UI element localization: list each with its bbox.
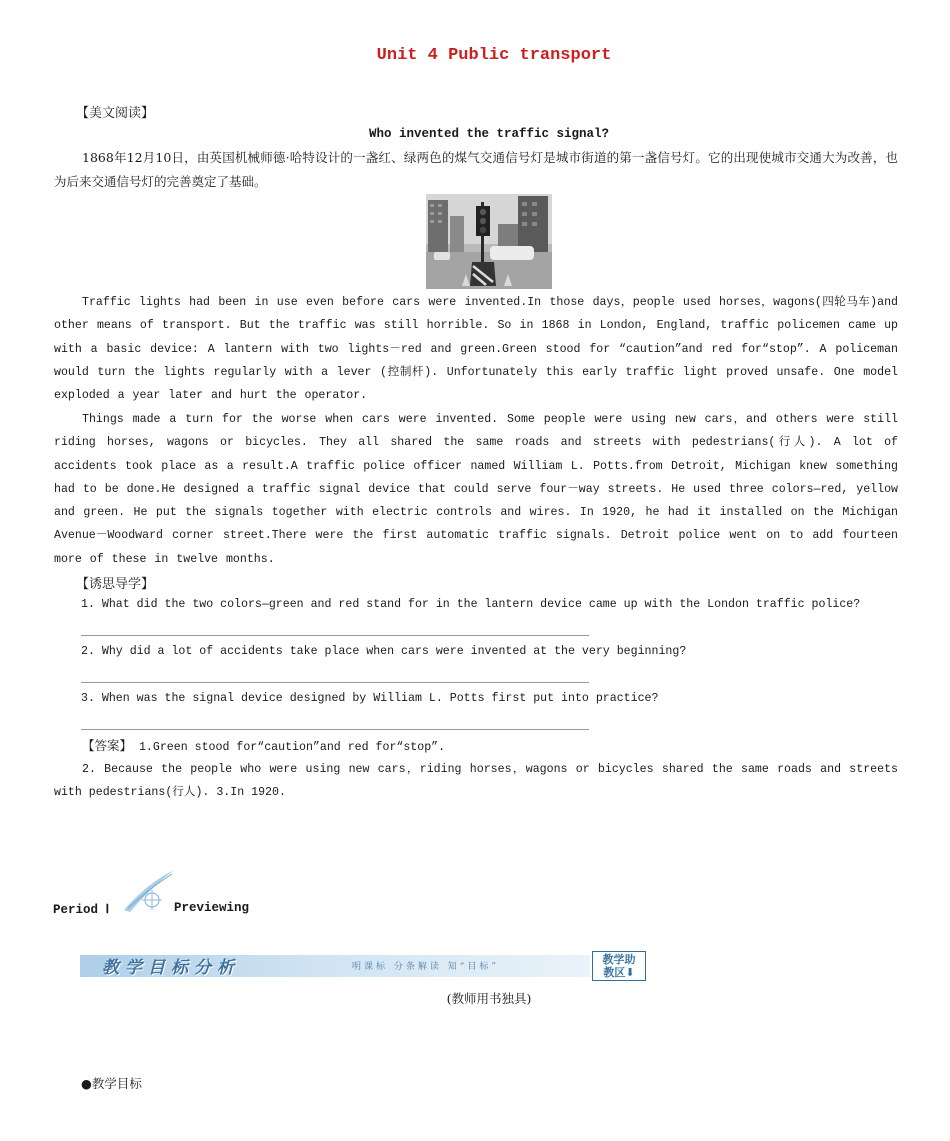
answer-label: 【答案】 <box>82 738 133 753</box>
unit-title: Unit 4 Public transport <box>376 46 612 65</box>
answer-line-2[interactable] <box>81 682 589 683</box>
question-3: 3. When was the signal device designed by William L. Potts first put into practice? <box>81 692 659 705</box>
answer-block <box>54 734 898 759</box>
intro-paragraph-cn: 1868年12月10日，由英国机械师德·哈特设计的一盏红、绿两色的煤气交通信号灯是城市街道的第一盏信号灯。它的出现使城市交通大为改善，也为后来交通信号灯的完善奠定了基础。 <box>54 150 898 189</box>
question-1: 1. What did the two colors—green and red stand for in the lantern device came up with the London traffic police? <box>81 598 861 611</box>
teacher-note: (教师用书独具) <box>446 991 532 1006</box>
teaching-goal-banner <box>80 951 646 981</box>
answer-line-text-1: 1.Green stood for“caution”and red for“stop”. <box>132 741 446 754</box>
banner-title: 教学目标分析 <box>102 958 240 978</box>
goal-heading: ●教学目标 <box>81 1076 142 1091</box>
period-decoration-icon <box>118 866 178 916</box>
reading-title: Who invented the traffic signal? <box>368 127 610 141</box>
paragraph-2: Things made a turn for the worse when cars were invented. Some people were using new cars，and others were still riding horses, wagons or bicycles. They all shared the same roads and streets with pedestrians(行人). A lot of accidents took place as a result.A traffic police officer named William L. Potts.from Detroit, Michigan knew something had to be done.He designed a traffic signal device that could serve four－way streets. He used three colors—red, yellow and green. He put the signals together with electric controls and wires. In 1920, he had it installed on the Michigan Avenue－Woodward corner street.There were the first automatic traffic signals. Detroit police went on to add fourteen more of these in twelve months. <box>54 413 898 566</box>
answer-block-2: 2. Because the people who were using new cars，riding horses，wagons or bicycles shared the same roads and streets with pedestrians(行人). 3.In 1920. <box>54 763 898 800</box>
paragraph-1: Traffic lights had been in use even before cars were invented.In those days，people used horses，wagons(四轮马车)and other means of transport. But the traffic was still horrible. So in 1868 in London, England, traffic policemen came up with a basic device: A lantern with two lights－red and green.Green stood for “caution”and red for“stop”. A policeman would turn the lights regularly with a lever (控制杆). Unfortunately this early traffic light proved unsafe. One model exploded a year later and hurt the operator. <box>54 296 898 403</box>
question-2: 2. Why did a lot of accidents take place when cars were invented at the very beginning? <box>81 645 687 658</box>
period-name: Previewing <box>174 901 250 915</box>
section-label-guide: 【诱思导学】 <box>76 577 155 592</box>
teaching-aid-button[interactable] <box>592 951 646 981</box>
section-label-reading: 【美文阅读】 <box>76 106 155 121</box>
period-label: Period Ⅰ <box>53 903 110 917</box>
teaching-aid-line-2: 教区⬇ <box>603 966 635 979</box>
teaching-aid-line-1: 教学助 <box>602 953 636 966</box>
answer-line-3[interactable] <box>81 729 589 730</box>
answer-line-1[interactable] <box>81 635 589 636</box>
traffic-light-photo <box>426 194 552 289</box>
banner-subtitle: 明课标 分条解读 知“目标” <box>352 962 499 972</box>
